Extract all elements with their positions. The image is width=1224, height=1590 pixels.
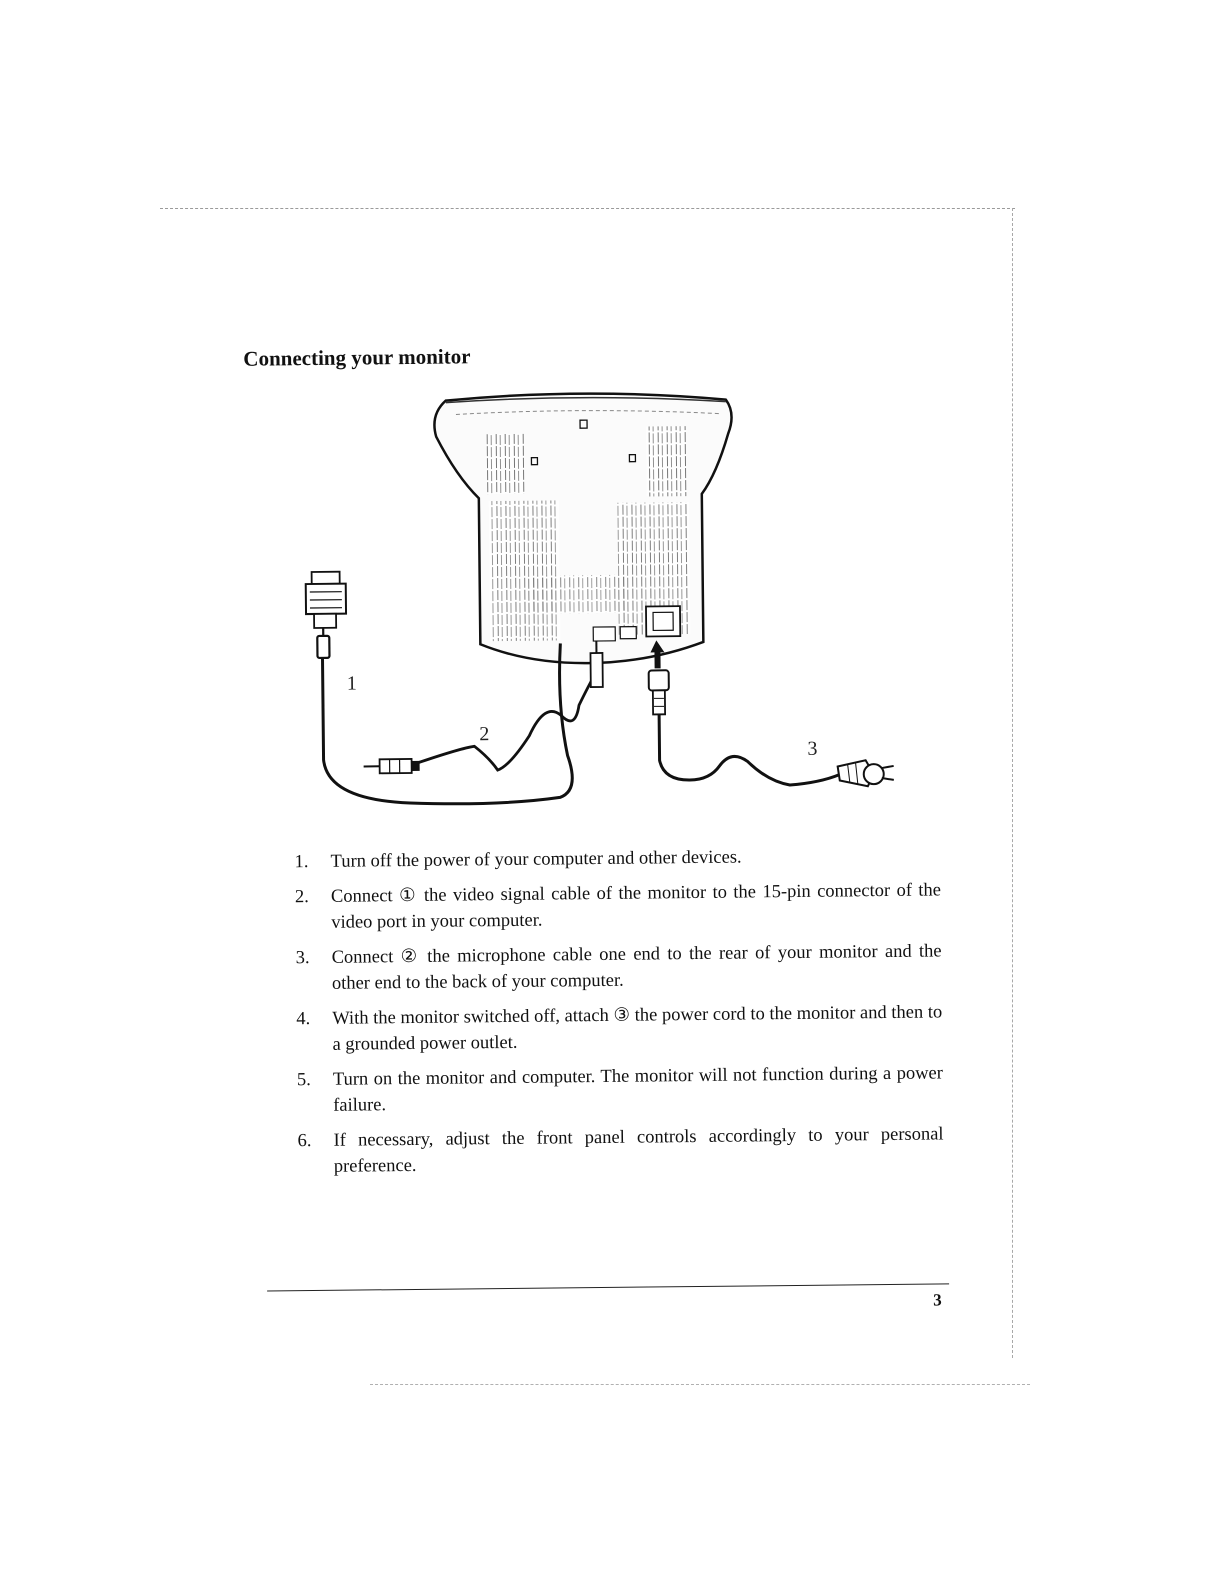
step-number: 2.	[295, 884, 309, 910]
list-item	[296, 938, 943, 997]
step-number: 1.	[294, 849, 308, 875]
page-title: Connecting your monitor	[243, 344, 470, 371]
step-number: 6.	[297, 1128, 311, 1154]
footer-divider	[267, 1283, 949, 1291]
step-text: Connect ① the video signal cable of the monitor to the 15-pin connector of the video port in your computer.	[331, 880, 941, 932]
step-text: If necessary, adjust the front panel controls accordingly to your personal preference.	[333, 1124, 943, 1176]
step-text: Connect ② the microphone cable one end to the rear of your monitor and the other end to the back of your computer.	[332, 941, 942, 993]
callout-1: 1	[347, 673, 357, 695]
list-item	[297, 1121, 944, 1180]
list-item	[295, 877, 942, 936]
step-text: Turn on the monitor and computer. The monitor will not function during a power failure.	[333, 1063, 943, 1115]
callout-3: 3	[807, 738, 817, 760]
vga-connector-icon	[306, 572, 347, 658]
monitor-rear-icon	[434, 392, 734, 665]
step-text: With the monitor switched off, attach ③ the power cord to the monitor and then to a grounded power outlet.	[332, 1002, 942, 1054]
list-item	[297, 1060, 944, 1119]
list-item	[296, 999, 943, 1058]
list-item	[294, 842, 940, 875]
connection-diagram	[296, 382, 911, 828]
callout-2: 2	[479, 723, 489, 745]
step-text: Turn off the power of your computer and other devices.	[331, 848, 742, 872]
instruction-list	[294, 842, 944, 1189]
step-number: 4.	[296, 1006, 310, 1032]
step-number: 3.	[296, 945, 310, 971]
step-number: 5.	[297, 1067, 311, 1093]
page-number: 3	[933, 1290, 942, 1310]
power-plug-icon	[649, 668, 894, 789]
